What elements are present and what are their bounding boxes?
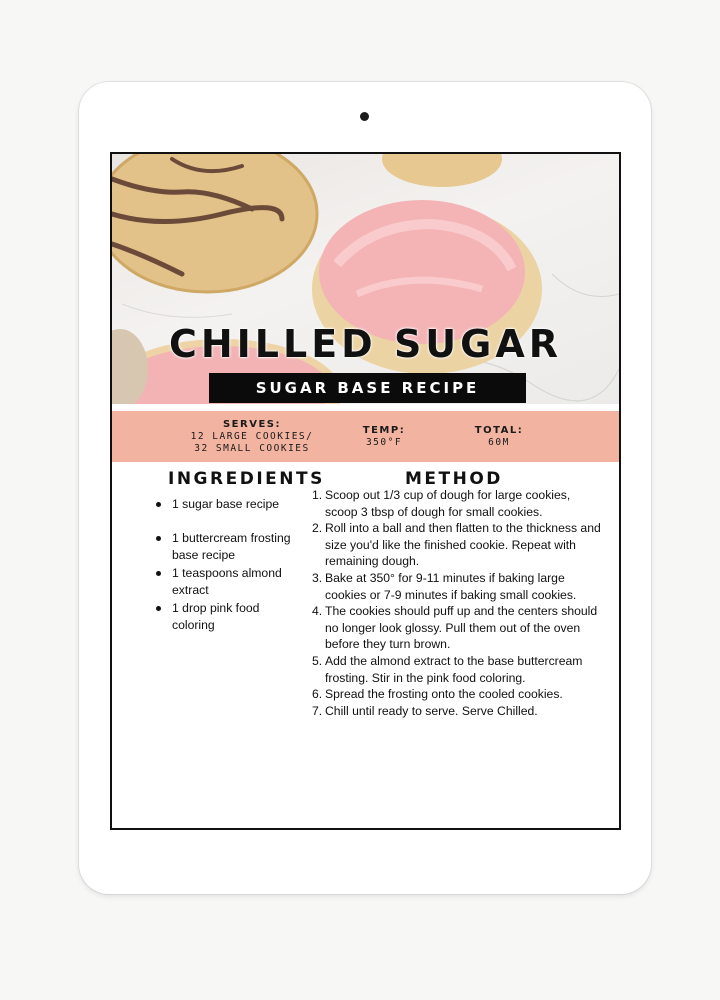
total-info	[464, 424, 534, 449]
step-number: 5.	[312, 653, 323, 668]
method-step	[312, 603, 602, 653]
serves-info	[186, 418, 318, 455]
ingredient-item: 1 teaspoons almond extract	[154, 565, 304, 599]
ingredient-item: 1 drop pink food coloring	[154, 600, 304, 634]
ingredient-item: 1 sugar base recipe	[154, 496, 304, 513]
step-number: 4.	[312, 604, 323, 619]
method-step	[312, 703, 602, 720]
cookie-photo-illustration	[112, 154, 619, 404]
temp-label: TEMP:	[362, 425, 406, 436]
ingredients-list	[154, 496, 304, 635]
step-number: 7.	[312, 703, 323, 718]
serves-value-line-1: 12 LARGE COOKIES/	[190, 431, 314, 442]
total-label: TOTAL:	[474, 425, 524, 436]
method-step	[312, 570, 602, 603]
cookie-photo	[112, 154, 619, 404]
recipe-info-band	[112, 411, 619, 462]
serves-value-line-2: 32 SMALL COOKIES	[194, 443, 310, 454]
method-step	[312, 487, 602, 520]
temp-value: 350°F	[365, 437, 403, 448]
step-text: Chill until ready to serve. Serve Chilled.	[325, 703, 538, 718]
recipe-title: CHILLED SUGAR	[168, 322, 563, 366]
recipe-card-screen	[110, 152, 621, 830]
step-text: Add the almond extract to the base buttercream frosting. Stir in the pink food coloring.	[325, 653, 583, 685]
method-step	[312, 520, 602, 570]
front-camera-icon	[360, 112, 369, 121]
step-text: Spread the frosting onto the cooled cookies.	[325, 687, 563, 702]
total-value: 60M	[488, 437, 510, 448]
method-step	[312, 653, 602, 686]
step-text: The cookies should puff up and the centers should no longer look glossy. Pull them out of the oven before they turn brown.	[325, 604, 598, 652]
step-text: Roll into a ball and then flatten to the thickness and size you'd like the finished cookie. Repeat with remaining dough.	[325, 521, 601, 569]
serves-label: SERVES:	[222, 419, 281, 430]
recipe-subtitle: SUGAR BASE RECIPE	[209, 373, 526, 403]
step-number: 1.	[312, 488, 323, 502]
tablet-device	[79, 82, 651, 894]
method-heading: METHOD	[405, 469, 503, 489]
step-text: Scoop out 1/3 cup of dough for large cookies, scoop 3 tbsp of dough for small cookies.	[325, 488, 571, 519]
method-steps-list	[312, 487, 602, 719]
ingredient-item: 1 buttercream frosting base recipe	[154, 530, 304, 564]
temp-info	[349, 424, 419, 449]
step-number: 2.	[312, 521, 323, 536]
method-step	[312, 686, 602, 703]
step-number: 6.	[312, 687, 323, 702]
step-number: 3.	[312, 570, 323, 585]
step-text: Bake at 350° for 9-11 minutes if baking large cookies or 7-9 minutes if baking small cookies.	[325, 570, 577, 602]
ingredients-heading: INGREDIENTS	[168, 469, 325, 489]
